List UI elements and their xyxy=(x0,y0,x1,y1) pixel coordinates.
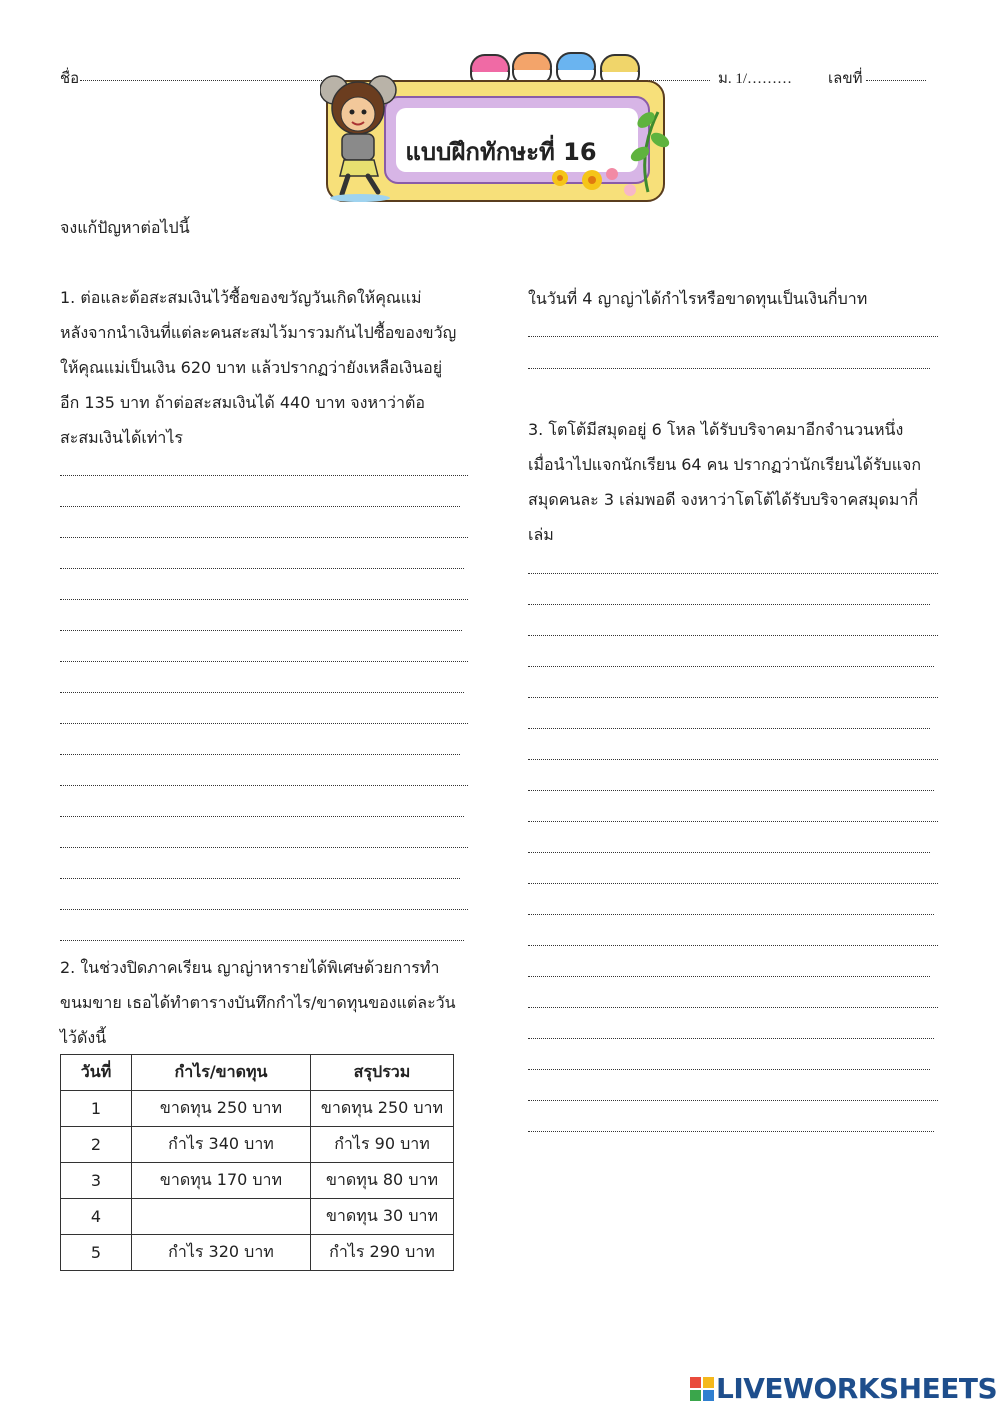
table-row xyxy=(61,1235,454,1271)
q1-answer-line[interactable] xyxy=(60,661,468,662)
q3-answer-line[interactable] xyxy=(528,914,934,915)
q2-line: 2. ในช่วงปิดภาคเรียน ญาญ่าหารายได้พิเศษด้วยการทำ xyxy=(60,958,440,977)
table-cell: กำไร 340 บาท xyxy=(132,1127,311,1163)
table-header-row xyxy=(61,1055,454,1091)
q1-answer-line[interactable] xyxy=(60,847,468,848)
q3-answer-line[interactable] xyxy=(528,883,938,884)
table-cell: 2 xyxy=(61,1127,132,1163)
name-label: ชื่อ xyxy=(60,71,80,87)
table-cell: ขาดทุน 170 บาท xyxy=(132,1163,311,1199)
q3-answer-line[interactable] xyxy=(528,945,938,946)
q1-answer-line[interactable] xyxy=(60,785,468,786)
q1-answer-line[interactable] xyxy=(60,692,464,693)
table-row xyxy=(61,1127,454,1163)
profit-loss-table xyxy=(60,1054,454,1271)
q1-line: อีก 135 บาท ถ้าต่อสะสมเงินได้ 440 บาท จงหาว่าต้อ xyxy=(60,393,425,412)
table-header: กำไร/ขาดทุน xyxy=(132,1055,311,1091)
q3-line: เมื่อนำไปแจกนักเรียน 64 คน ปรากฏว่านักเรียนได้รับแจก xyxy=(528,455,922,474)
table-header: วันที่ xyxy=(61,1055,132,1091)
table-cell: 4 xyxy=(61,1199,132,1235)
class-label: ม. 1/……… xyxy=(718,71,793,87)
q3-answer-line[interactable] xyxy=(528,1038,934,1039)
table-cell: กำไร 90 บาท xyxy=(311,1127,454,1163)
q1-answer-line[interactable] xyxy=(60,816,464,817)
table-row xyxy=(61,1091,454,1127)
table-row xyxy=(61,1199,454,1235)
liveworksheets-logo[interactable] xyxy=(690,1372,998,1406)
table-header: สรุปรวม xyxy=(311,1055,454,1091)
q1-line: หลังจากนำเงินที่แต่ละคนสะสมไว้มารวมกันไปซื้อของขวัญ xyxy=(60,323,457,342)
logo-squares-icon xyxy=(690,1377,714,1401)
q1-answer-line[interactable] xyxy=(60,754,460,755)
q1-answer-line[interactable] xyxy=(60,475,468,476)
title-banner xyxy=(320,42,670,204)
q3-answer-line[interactable] xyxy=(528,728,930,729)
q1-answer-line[interactable] xyxy=(60,506,460,507)
q3-answer-line[interactable] xyxy=(528,1069,930,1070)
q3-line: สมุดคนละ 3 เล่มพอดี จงหาว่าโตโต้ได้รับบริจาคสมุดมากี่ xyxy=(528,490,919,509)
table-cell: 1 xyxy=(61,1091,132,1127)
q1-answer-line[interactable] xyxy=(60,878,460,879)
q1-answer-line[interactable] xyxy=(60,630,462,631)
table-row xyxy=(61,1163,454,1199)
q3-answer-line[interactable] xyxy=(528,821,938,822)
q3-answer-line[interactable] xyxy=(528,852,930,853)
table-cell: ขาดทุน 250 บาท xyxy=(132,1091,311,1127)
table-cell: กำไร 320 บาท xyxy=(132,1235,311,1271)
q3-answer-line[interactable] xyxy=(528,666,934,667)
logo-text: LIVEWORKSHEETS xyxy=(716,1372,998,1405)
instruction-text: จงแก้ปัญหาต่อไปนี้ xyxy=(60,218,190,237)
q3-answer-line[interactable] xyxy=(528,635,938,636)
q3-answer-line[interactable] xyxy=(528,976,930,977)
q3-answer-line[interactable] xyxy=(528,604,930,605)
question-2 xyxy=(60,950,456,1055)
q3-answer-line[interactable] xyxy=(528,1131,934,1132)
q2-followup: ในวันที่ 4 ญาญ่าได้กำไรหรือขาดทุนเป็นเงินกี่บาท xyxy=(528,289,868,308)
number-label: เลขที่ xyxy=(828,71,863,87)
table-cell: ขาดทุน 30 บาท xyxy=(311,1199,454,1235)
name-input-line[interactable] xyxy=(80,80,330,81)
q3-answer-line[interactable] xyxy=(528,1007,938,1008)
q1-answer-line[interactable] xyxy=(60,537,468,538)
q1-answer-line[interactable] xyxy=(60,568,464,569)
mouse-girl-icon xyxy=(320,72,400,202)
q3-answer-line[interactable] xyxy=(528,573,938,574)
q3-answer-line[interactable] xyxy=(528,1100,938,1101)
q1-answer-line[interactable] xyxy=(60,940,464,941)
q3-answer-line[interactable] xyxy=(528,759,938,760)
table-cell: ขาดทุน 80 บาท xyxy=(311,1163,454,1199)
q3-answer-line[interactable] xyxy=(528,697,938,698)
q2-answer-line[interactable] xyxy=(528,368,930,369)
q1-answer-line[interactable] xyxy=(60,909,468,910)
table-cell-empty[interactable] xyxy=(132,1199,311,1235)
flowers-icon xyxy=(548,162,618,196)
q3-line: เล่ม xyxy=(528,525,554,544)
q2-line: ไว้ดังนี้ xyxy=(60,1028,107,1047)
q1-line: 1. ต่อและต้อสะสมเงินไว้ซื้อของขวัญวันเกิดให้คุณแม่ xyxy=(60,288,422,307)
q3-line: 3. โตโต้มีสมุดอยู่ 6 โหล ได้รับบริจาคมาอีกจำนวนหนึ่ง xyxy=(528,420,904,439)
table-cell: ขาดทุน 250 บาท xyxy=(311,1091,454,1127)
q2-answer-line[interactable] xyxy=(528,336,938,337)
table-cell: 3 xyxy=(61,1163,132,1199)
number-input-line[interactable] xyxy=(866,80,926,81)
table-cell: 5 xyxy=(61,1235,132,1271)
table-cell: กำไร 290 บาท xyxy=(311,1235,454,1271)
q3-answer-line[interactable] xyxy=(528,790,934,791)
question-1 xyxy=(60,280,456,455)
q1-answer-line[interactable] xyxy=(60,723,468,724)
question-3 xyxy=(528,412,921,552)
q1-line: ให้คุณแม่เป็นเงิน 620 บาท แล้วปรากฏว่ายังเหลือเงินอยู่ xyxy=(60,358,443,377)
q2-line: ขนมขาย เธอได้ทำตารางบันทึกกำไร/ขาดทุนของแต่ละวัน xyxy=(60,993,456,1012)
q1-answer-line[interactable] xyxy=(60,599,468,600)
q1-line: สะสมเงินได้เท่าไร xyxy=(60,428,183,447)
banner-title: แบบฝึกทักษะที่ 16 xyxy=(405,138,597,166)
